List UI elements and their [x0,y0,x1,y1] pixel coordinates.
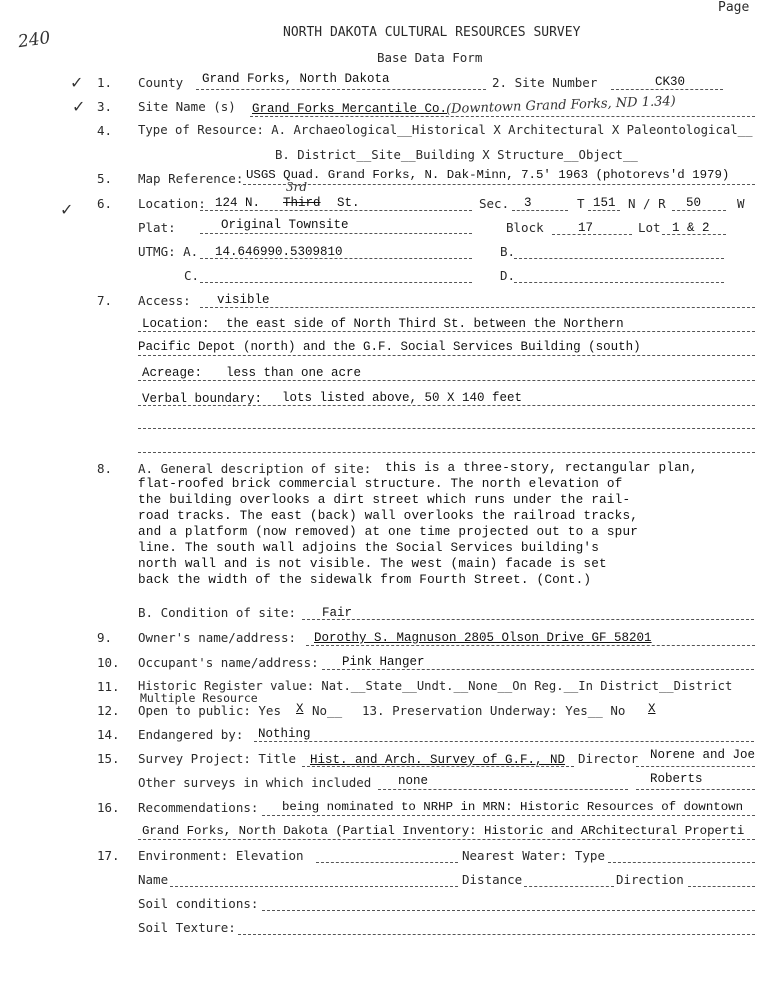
environment-label: Environment: Elevation [138,848,304,863]
recommendations-label: Recommendations: [138,800,259,815]
utmg-c-label: C. [184,268,200,283]
recommendations-line1: being nominated to NRHP in MRN: Historic Resources of downtown [282,800,744,814]
endangered-label: Endangered by: [138,727,244,742]
item-number: 17. [97,848,120,863]
item-number: 10. [97,655,120,670]
general-description-line: line. The south wall adjoins the Social Services building's [138,540,600,555]
location-value-handwritten: 3rd [286,180,308,194]
item-number: 8. [97,461,113,476]
township-value: 151 [593,196,616,210]
verbal-boundary-label: Verbal boundary: [142,392,263,406]
item-number: 6. [97,196,113,211]
occupant-label: Occupant's name/address: [138,655,319,670]
general-description-line: road tracks. The east (back) wall overlooks the railroad tracks, [138,508,639,523]
condition-value: Fair [322,606,353,620]
direction-label: Direction [616,872,684,887]
location-description-line2: Pacific Depot (north) and the G.F. Social Services Building (south) [138,340,641,354]
block-label: Block [506,220,544,235]
form-title: NORTH DAKOTA CULTURAL RESOURCES SURVEY [283,25,581,40]
check-mark-icon: ✓ [70,73,84,92]
plat-label: Plat: [138,220,176,235]
item-number: 5. [97,171,113,186]
historic-register-line: Historic Register value: Nat.__State__Undt.__None__On Reg.__In District__District [138,679,733,693]
item-number: 11. [97,679,120,694]
utmg-d-label: D. [500,268,516,283]
name-label: Name [138,872,169,887]
utmg-value: 14.646990.5309810 [215,245,343,259]
site-name-handwritten: (Downtown Grand Forks, ND 1.34) [445,93,676,118]
site-number-label: 2. Site Number [492,75,598,90]
survey-project-label: Survey Project: Title [138,751,297,766]
recommendations-line2: Grand Forks, North Dakota (Partial Inventory: Historic and ARchitectural Properti [142,824,745,838]
site-name-value: Grand Forks Mercantile Co. [252,102,448,116]
range-value: 50 [686,196,702,210]
check-mark-icon: ✓ [60,200,74,219]
location-label: Location: [138,196,206,211]
occupant-value: Pink Hanger [342,655,425,669]
access-label: Access: [138,293,191,308]
location-value-struck: Third [283,196,321,210]
other-surveys-label: Other surveys in which included [138,775,372,790]
owner-label: Owner's name/address: [138,630,297,645]
acreage-label: Acreage: [142,366,203,380]
block-value: 17 [578,221,594,235]
range-label: N / R [628,196,666,211]
section-label: Sec. [479,196,510,211]
preservation-no-mark: X [648,702,656,716]
resource-type-line2: B. District__Site__Building X Structure__Object__ [275,148,638,162]
item-number: 14. [97,727,120,742]
county-value: Grand Forks, North Dakota [202,72,390,86]
township-label: T [577,196,585,211]
lot-label: Lot [638,220,661,235]
verbal-boundary-value: lots listed above, 50 X 140 feet [282,391,523,405]
section-value: 3 [524,196,532,210]
other-surveys-value: none [398,774,429,788]
distance-label: Distance [462,872,523,887]
open-no: No__ [312,703,343,718]
lot-value: 1 & 2 [672,221,710,235]
site-name-label: Site Name (s) [138,99,236,114]
general-description-line: and a platform (now removed) at one time projected out to a spur [138,524,639,539]
multiple-resource-note: Multiple Resource [140,691,258,705]
form-subtitle: Base Data Form [377,50,483,65]
location-value-street: St. [337,196,360,210]
item-number: 9. [97,630,113,645]
general-description-line: this is a three-story, rectangular plan, [385,460,698,475]
acreage-value: less than one acre [226,366,362,380]
preservation-label: 13. Preservation Underway: Yes__ No [362,703,626,718]
resource-type-line: Type of Resource: A. Archaeological__Historical X Architectural X Paleontological__ [138,123,753,137]
soil-conditions-label: Soil conditions: [138,896,259,911]
director-value-line2: Roberts [650,772,703,786]
check-mark-icon: ✓ [72,97,86,116]
site-number-value: CK30 [655,75,686,89]
utmg-b-label: B. [500,244,516,259]
general-description-line: back the width of the sidewalk from Fourth Street. (Cont.) [138,572,592,587]
condition-label: B. Condition of site: [138,605,297,620]
item-number: 3. [97,99,113,114]
survey-project-value: Hist. and Arch. Survey of G.F., ND [310,753,566,767]
west-label: W [737,196,745,211]
location-description-line1: the east side of North Third St. between the Northern [226,317,624,331]
county-label: County [138,75,184,90]
open-to-public-label: Open to public: Yes [138,703,281,718]
endangered-value: Nothing [258,727,311,741]
utmg-label: UTMG: A. [138,244,199,259]
page-label: Page [718,0,750,15]
item-number: 7. [97,293,113,308]
item-number: 15. [97,751,120,766]
general-description-line: flat-roofed brick commercial structure. The north elevation of [138,476,623,491]
plat-value: Original Townsite [221,218,349,232]
access-value: visible [217,293,270,307]
map-reference-value: USGS Quad. Grand Forks, N. Dak-Minn, 7.5' 1963 (photorevs'd 1979) [246,168,730,182]
item-number: 12. [97,703,120,718]
director-value-line1: Norene and Joe [650,748,756,762]
general-description-line: the building overlooks a dirt street which runs under the rail- [138,492,631,507]
soil-texture-label: Soil Texture: [138,920,236,935]
location-description-label: Location: [142,317,210,331]
director-label: Director [578,751,639,766]
item-number: 4. [97,123,113,138]
handwritten-page-number: 240 [16,27,52,53]
owner-value: Dorothy S. Magnuson 2805 Olson Drive GF 58201 [314,631,652,645]
location-value-number: 124 N. [215,196,261,210]
map-reference-label: Map Reference: [138,171,244,186]
open-yes-mark: X [296,702,304,716]
item-number: 16. [97,800,120,815]
general-description-label: A. General description of site: [138,461,372,476]
item-number: 1. [97,75,113,90]
nearest-water-label: Nearest Water: Type [462,848,605,863]
general-description-line: north wall and is not visible. The west (main) facade is set [138,556,607,571]
